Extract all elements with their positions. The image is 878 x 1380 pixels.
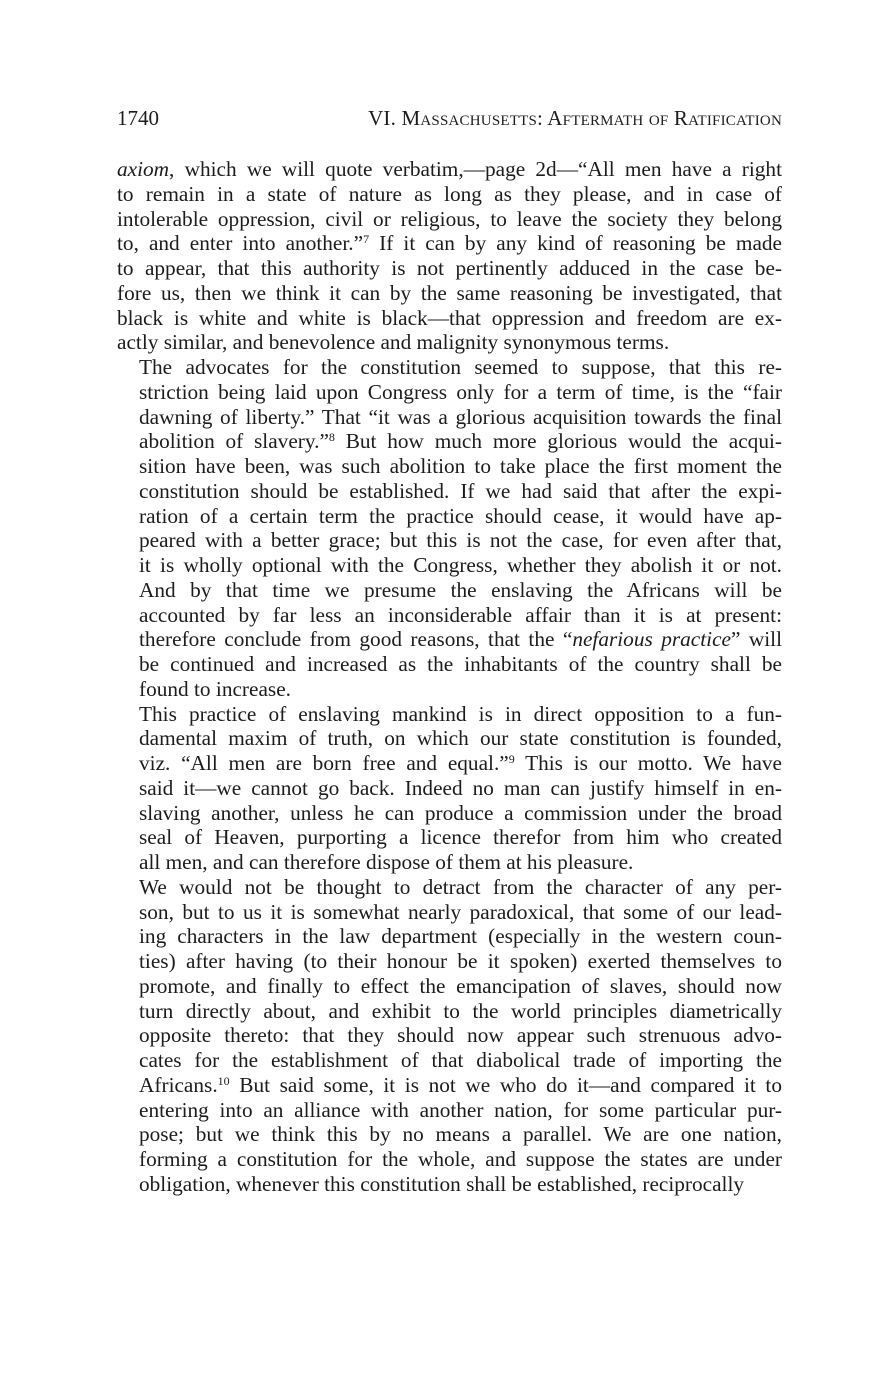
text-line [117,627,782,652]
line-text: And by that time we presume the enslaving the Africans will be [139,577,782,602]
line-text: dawning of liberty.” That “it was a glorious acquisition towards the final [139,404,782,429]
text-line [117,751,782,776]
line-text: cates for the establishment of that diabolical trade of importing the [139,1048,782,1072]
text-line [117,949,782,974]
italic-text: nefarious practice [572,627,731,652]
line-text: damental maxim of truth, on which our state constitution is founded, [139,726,782,751]
text-line [117,677,782,702]
line-text: , which we will quote verbatim,—page 2d—“All men have a right [169,157,782,181]
text-line [117,924,782,949]
text-line [117,306,782,331]
paragraph [117,875,782,1197]
line-text: The advocates for the constitution seemed to suppose, that this re- [139,355,782,379]
paragraph [117,702,782,875]
text-line [117,429,782,454]
line-text: peared with a better grace; but this is not the case, for even after that, [139,528,782,553]
text-line [117,974,782,999]
line-text: promote, and finally to effect the emancipation of slaves, should now [139,973,782,998]
line-text: sition have been, was such abolition to take place the first moment the [139,454,782,478]
line-text: opposite thereto: that they should now appear such strenuous advo- [139,1023,782,1048]
text-line [117,528,782,553]
running-head-title: VI. Massachusetts: Aftermath of Ratification [368,106,782,130]
text-line [117,405,782,430]
text-line [117,355,782,380]
line-text: intolerable oppression, civil or religious, to leave the society they belong [117,206,782,231]
line-text: ties) after having (to their honour be it spoken) exerted themselves to [139,949,782,973]
text-line [117,900,782,925]
footnote-marker: 10 [217,1073,230,1088]
text-line [117,330,782,355]
line-text: But how much more glorious would the acqui- [334,429,782,454]
text-line [117,1073,782,1098]
line-text: constitution should be established. If we had said that after the expi- [139,478,782,503]
line-text: be continued and increased as the inhabitants of the country shall be [139,652,782,676]
text-line [117,825,782,850]
line-text: fore us, then we think it can by the same reasoning be investigated, that [117,280,782,305]
line-text: found to increase. [139,676,291,701]
footnote-marker: 8 [328,430,335,445]
line-text: actly similar, and benevolence and malignity synonymous terms. [117,330,670,355]
page-number: 1740 [117,106,159,130]
line-text: ing characters in the law department (especially in the western coun- [139,924,782,949]
line-text: Africans. [139,1072,218,1097]
line-text: entering into an alliance with another nation, for some particular pur- [139,1097,782,1122]
line-text: This is our motto. We have [514,751,782,775]
text-line [117,380,782,405]
text-line [117,603,782,628]
line-text: slaving another, unless he can produce a commission under the broad [139,800,782,825]
text-line [117,281,782,306]
text-line [117,801,782,826]
text-line [117,182,782,207]
line-text: seal of Heaven, purporting a licence therefor from him who created [139,825,782,850]
line-text: forming a constitution for the whole, and suppose the states are under [139,1147,782,1171]
text-line [117,875,782,900]
text-line [117,999,782,1024]
line-text: abolition of slavery.” [139,429,329,454]
text-line [117,454,782,479]
text-line [117,207,782,232]
text-line [117,479,782,504]
line-text: black is white and white is black—that oppression and freedom are ex- [117,305,782,330]
text-line [117,578,782,603]
line-text: all men, and can therefore dispose of them at his pleasure. [139,850,634,874]
line-text: striction being laid upon Congress only for a term of time, is the “fair [139,379,782,404]
text-line [117,157,782,182]
text-line [117,1172,782,1197]
line-text: therefore conclude from good reasons, that the “ [139,627,573,652]
text-line [117,850,782,875]
text-line [117,1023,782,1048]
text-line [117,553,782,578]
line-text: ” will [730,627,782,652]
line-text: it is wholly optional with the Congress, whether they abolish it or not. [139,553,782,577]
text-line [117,231,782,256]
paragraph [117,157,782,355]
text-line [117,702,782,727]
line-text: to appear, that this authority is not pertinently adduced in the case be- [117,256,782,280]
line-text: viz. “All men are born free and equal.” [139,751,509,775]
line-text: to remain in a state of nature as long as they please, and in case of [117,181,782,206]
text-line [117,652,782,677]
line-text: obligation, whenever this constitution shall be established, reciprocally [139,1171,745,1196]
running-header [117,106,782,138]
line-text: This practice of enslaving mankind is in direct opposition to a fun- [139,701,782,726]
text-line [117,1122,782,1147]
footnote-marker: 7 [363,232,370,247]
text-line [117,504,782,529]
paragraph [117,355,782,702]
line-text: If it can by any kind of reasoning be made [369,231,783,256]
text-line [117,1098,782,1123]
line-text: ration of a certain term the practice should cease, it would have ap- [139,503,782,528]
text-line [117,1048,782,1073]
line-text: pose; but we think this by no means a parallel. We are one nation, [139,1122,782,1147]
text-line [117,776,782,801]
line-text: son, but to us it is somewhat nearly paradoxical, that some of our lead- [139,899,782,924]
text-line [117,726,782,751]
line-text: said it—we cannot go back. Indeed no man can justify himself in en- [139,775,782,800]
line-text: to, and enter into another.” [117,231,364,256]
footnote-marker: 9 [508,752,515,766]
text-line [117,1147,782,1172]
line-text: We would not be thought to detract from the character of any per- [139,874,782,899]
text-line [117,256,782,281]
line-text: But said some, it is not we who do it—and compared it to [229,1072,782,1097]
body-text [117,157,782,1197]
italic-text: axiom [117,157,170,181]
line-text: turn directly about, and exhibit to the world principles diametrically [139,998,782,1023]
line-text: accounted by far less an inconsiderable affair than it is at present: [139,602,782,627]
